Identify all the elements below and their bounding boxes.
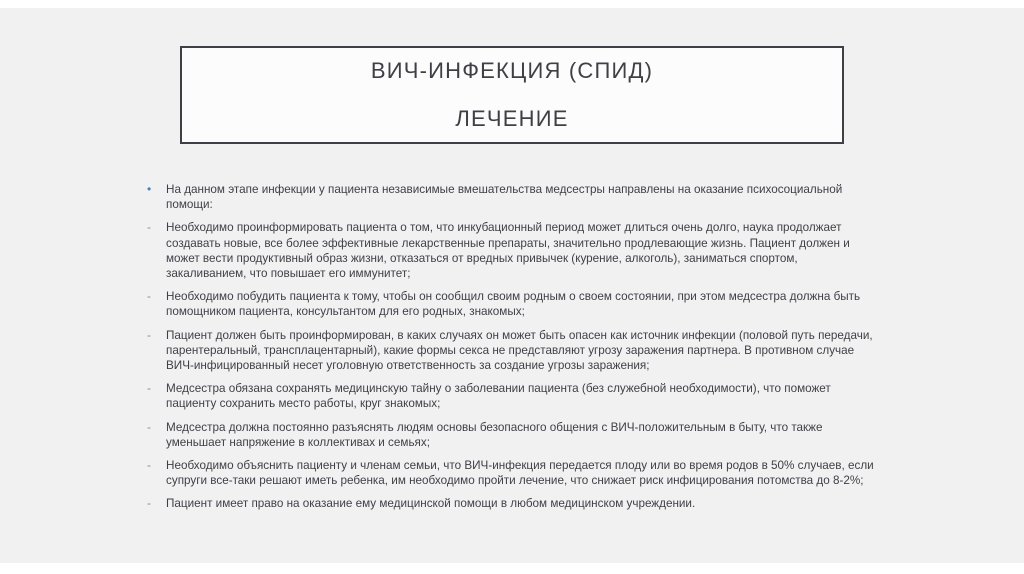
bullet-text: Необходимо объяснить пациенту и членам семьи, что ВИЧ-инфекция передается плоду или во время родов в 50% случаев, если супруги все-таки решают иметь ребенка, им необходимо пройти лечение, что снижает риск инфицирования потомства до 8-2%; <box>166 459 874 488</box>
bullet-item <box>147 420 877 450</box>
bullet-item <box>147 289 877 319</box>
bullet-marker: - <box>147 497 151 511</box>
bullet-text: Медсестра должна постоянно разъяснять людям основы безопасного общения с ВИЧ-положительным в быту, что также уменьшает напряжение в коллективах и семьях; <box>166 420 823 449</box>
bullet-marker: - <box>147 290 151 304</box>
bullet-marker: - <box>147 382 151 396</box>
slide-subtitle: ЛЕЧЕНИЕ <box>455 106 569 131</box>
bullet-marker: • <box>147 182 152 196</box>
bullet-marker: - <box>147 221 151 235</box>
bullet-item <box>147 328 877 374</box>
bullet-marker: - <box>147 420 151 434</box>
slide-title: ВИЧ-ИНФЕКЦИЯ (СПИД) <box>370 58 654 83</box>
bullet-item <box>147 182 877 212</box>
bullet-text: Необходимо проинформировать пациента о том, что инкубационный период может длиться очень долго, наука продолжает создавать новые, все более эффективные лекарственные препараты, значительно продлевающие жизнь. Пациент должен и может вести продуктивный образ жизни, отказаться от вредных привычек (курение, алкоголь), заниматься спортом, закаливанием, что повышает его иммунитет; <box>166 221 850 281</box>
bullet-marker: - <box>147 328 151 342</box>
bottom-margin-bar <box>0 563 1024 574</box>
top-margin-bar <box>0 0 1024 8</box>
bullet-item <box>147 381 877 411</box>
bullet-text: Пациент должен быть проинформирован, в каких случаях он может быть опасен как источник инфекции (половой путь передачи, парентеральный, трансплацентарный), какие формы секса не представляют угрозу заражения партнера. В противном случае ВИЧ-инфицированный несет уголовную ответственность за создание угрозы заражения; <box>166 328 873 373</box>
bullet-text: На данном этапе инфекции у пациента независимые вмешательства медсестры направлены на оказание психосоциальной помощи: <box>166 183 843 212</box>
bullet-marker: - <box>147 459 151 473</box>
bullet-text: Медсестра обязана сохранять медицинскую тайну о заболевании пациента (без служебной необходимости), что поможет пациенту сохранить место работы, круг знакомых; <box>166 382 831 411</box>
bullet-item <box>147 458 877 488</box>
bullet-item <box>147 496 877 511</box>
bullet-text: Пациент имеет право на оказание ему медицинской помощи в любом медицинском учреждении. <box>166 497 696 511</box>
bullet-list <box>147 182 877 520</box>
slide-title-box <box>180 46 844 144</box>
bullet-item <box>147 220 877 281</box>
bullet-text: Необходимо побудить пациента к тому, чтобы он сообщил своим родным о своем состоянии, при этом медсестра должна быть помощником пациента, консультантом для его родных, знакомых; <box>166 290 861 319</box>
